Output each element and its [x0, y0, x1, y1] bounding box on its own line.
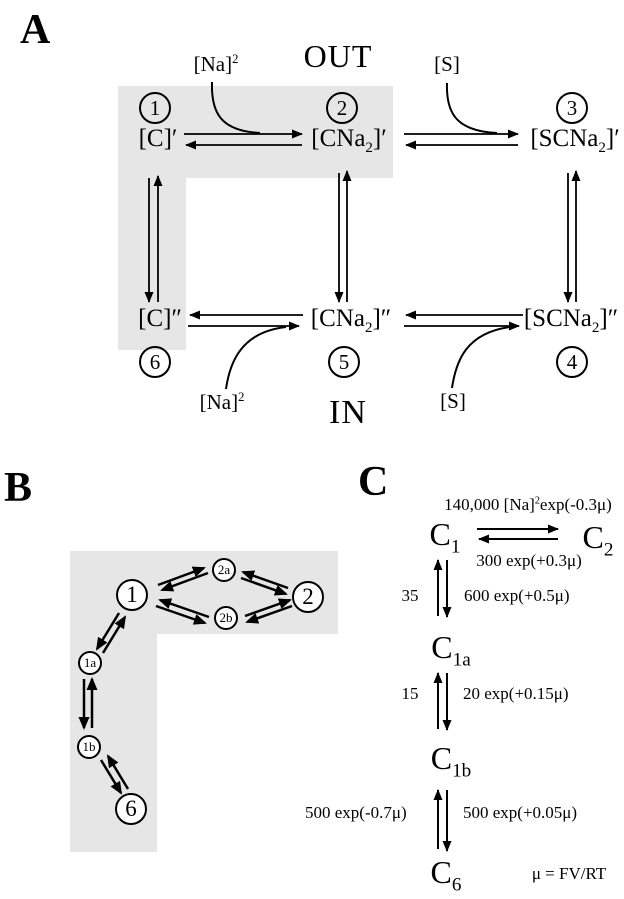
rate-c1-c1a-down: 600 exp(+0.5μ): [464, 586, 570, 605]
rate-c1-c2-forward: 140,000 $[Na]^2\exp(-0.3\mu)$: [444, 495, 612, 514]
state-circle-1: 1: [139, 92, 171, 124]
species-scna2-in: [SCNa$_2$]″: [523, 305, 619, 336]
s-in-label: [S]: [440, 389, 466, 413]
in-label: IN: [329, 394, 367, 431]
panel-c-label: C: [358, 459, 389, 505]
species-c6: $C_6$: [430, 854, 462, 896]
state-circle-2: 2: [326, 92, 358, 124]
rate-c1b-c1a-up: 15: [401, 684, 419, 703]
rate-c1b-c6-down: 500 exp(+0.05μ): [463, 803, 578, 822]
b-node-2: 2: [292, 581, 324, 613]
b-node-1a: 1a: [78, 651, 102, 675]
species-cna2-in: [CNa$_2$]″: [310, 305, 392, 336]
s-out-label: [S]: [434, 52, 460, 76]
state-circle-5: 5: [328, 346, 360, 378]
state-circle-6: 6: [139, 346, 171, 378]
species-c2: $C_2$: [582, 519, 614, 561]
rate-c6-c1b-up: 500 exp(-0.7μ): [305, 803, 407, 822]
b-node-2b: 2b: [214, 606, 238, 630]
mu-definition: μ = FV/RT: [531, 864, 607, 883]
na-in-label: $[Na]^2$: [199, 390, 245, 414]
species-c-in: [C]″: [138, 305, 182, 332]
panel-a-label: A: [20, 7, 51, 53]
rate-c1a-c1b-down: 20 exp(+0.15μ): [463, 684, 569, 703]
species-c1: $C_1$: [429, 516, 461, 558]
species-cna2-out: [CNa$_2$]′: [311, 125, 387, 156]
out-label: OUT: [303, 38, 373, 74]
b-node-2a: 2a: [212, 558, 236, 582]
rate-c1-c2-reverse: 300 exp(+0.3μ): [476, 551, 582, 570]
b-node-1: 1: [116, 579, 148, 611]
state-circle-4: 4: [556, 346, 588, 378]
species-c1b: $C_{1b}$: [430, 740, 472, 782]
rate-c1a-c1-up: 35: [401, 586, 419, 605]
b-node-6: 6: [115, 793, 147, 825]
species-c1a: $C_{1a}$: [431, 629, 471, 671]
species-scna2-out: [SCNa$_2$]′: [530, 125, 620, 156]
state-circle-3: 3: [556, 92, 588, 124]
b-node-1b: 1b: [77, 735, 101, 759]
panel-b-label: B: [4, 465, 33, 511]
species-c-out: [C]′: [138, 125, 178, 152]
na-out-label: $[Na]^2$: [193, 52, 239, 76]
